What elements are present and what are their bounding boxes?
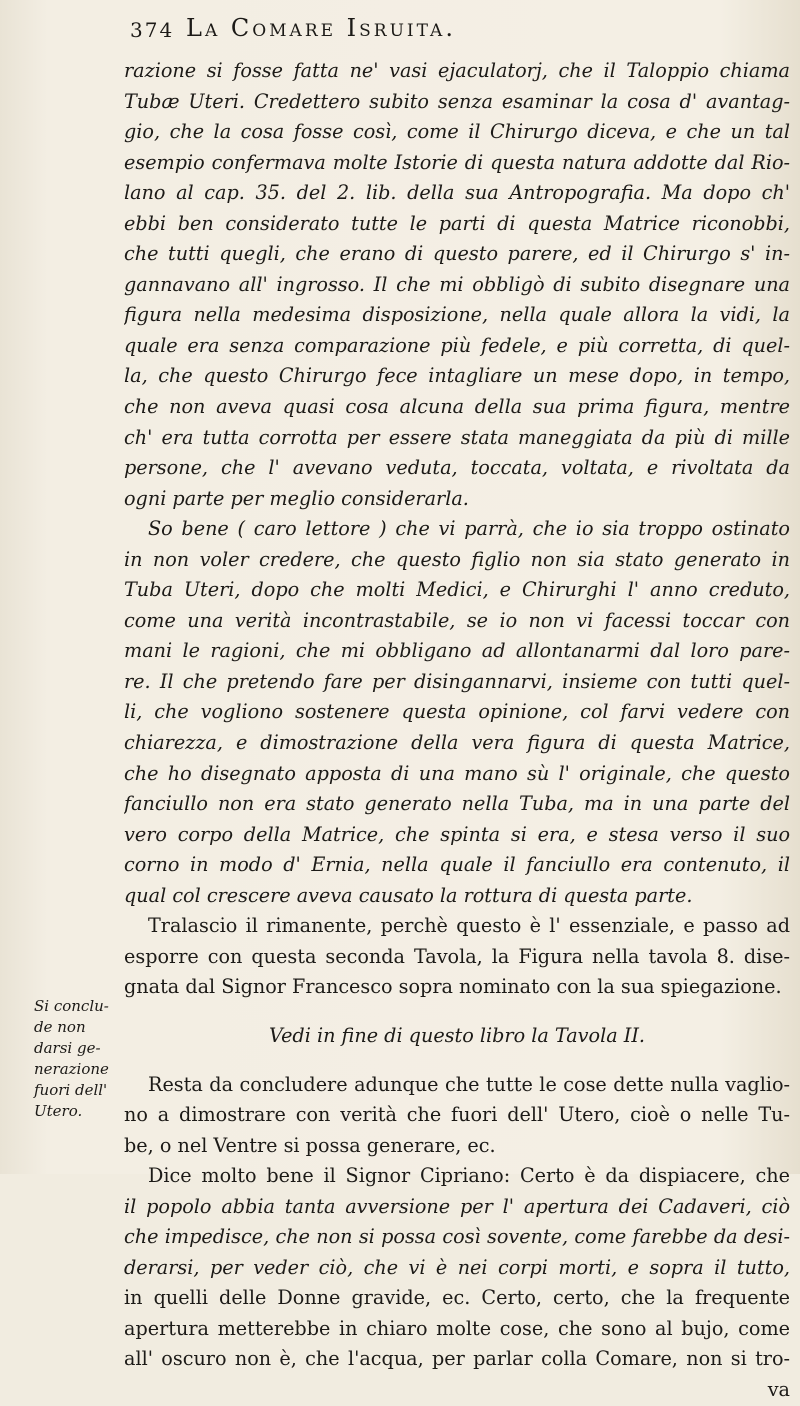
text-line: esporre con questa seconda Tavola, la Figura nella tavola 8. dise- [124, 944, 790, 968]
text-line: che ho disegnato apposta di una mano sù l' originale, che questo [124, 761, 790, 785]
text-line: vero corpo della Matrice, che spinta si era, e stesa verso il suo [124, 822, 790, 846]
marginal-line: Utero. [34, 1102, 83, 1120]
paragraph-2 [124, 514, 790, 911]
marginal-line: Si conclu- [34, 997, 109, 1015]
text-line: razione si fosse fatta ne' vasi ejaculatorj, che il Taloppio chiama [124, 59, 790, 82]
text-line: fanciullo non era stato generato nella Tuba, ma in una parte del [124, 792, 790, 816]
text-line: in non voler credere, che questo figlio non sia stato generato in [124, 547, 790, 571]
paragraph-4 [124, 1070, 790, 1162]
text-line: So bene ( caro lettore ) che vi parrà, che io sia troppo ostinato [148, 517, 790, 541]
body-text [124, 56, 790, 1406]
marginal-line: de non [34, 1018, 86, 1036]
text-line: qual col crescere aveva causato la rottura di questa parte. [124, 883, 693, 907]
text-line: figura nella medesima disposizione, nella quale allora la vidi, la [124, 303, 790, 327]
text-line: Tralascio il rimanente, perchè questo è l' essenziale, e passo ad [148, 914, 790, 938]
page-header [130, 14, 790, 48]
paragraph-3 [124, 911, 790, 1003]
text-line: il popolo abbia tanta avversione per l' apertura dei Cadaveri, ciò [124, 1194, 790, 1218]
text-line: lano al cap. 35. del 2. lib. della sua Antropografia. Ma dopo ch' [124, 181, 790, 205]
text-line: ebbi ben considerato tutte le parti di questa Matrice riconobbi, [124, 211, 790, 235]
text-line: chiarezza, e dimostrazione della vera figura di questa Matrice, [124, 731, 790, 755]
text-line: gannavano all' ingrosso. Il che mi obbligò di subito disegnare una [124, 272, 790, 296]
text-line: Tuba Uteri, dopo che molti Medici, e Chirurghi l' anno creduto, [124, 578, 790, 602]
text-line: in quelli delle Donne gravide, ec. Certo, certo, che la frequente [124, 1286, 790, 1310]
text-line: gnata dal Signor Francesco sopra nominato con la sua spiegazione. [124, 975, 782, 999]
paragraph-5 [124, 1161, 790, 1405]
text-line: derarsi, per veder ciò, che vi è nei corpi morti, e sopra il tutto, [124, 1255, 790, 1279]
running-title: La Comare Isruita. [186, 14, 456, 42]
text-line: come una verità incontrastabile, se io non vi facessi toccar con [124, 608, 790, 632]
text-line: gio, che la cosa fosse così, come il Chirurgo diceva, e che un tal [124, 120, 790, 144]
text-line: Resta da concludere adunque che tutte le cose dette nulla vaglio- [148, 1072, 790, 1096]
text-line: persone, che l' avevano veduta, toccata, voltata, e rivoltata da [124, 456, 790, 480]
text-line: che impedisce, che non si possa così sovente, come farebbe da desi- [124, 1225, 790, 1249]
text-line: all' oscuro non è, che l'acqua, per parlar colla Comare, non si tro- [124, 1347, 790, 1371]
spacer [124, 1003, 790, 1021]
text-line: Dice molto bene il Signor Cipriano: Certo è da dispiacere, che [148, 1164, 790, 1188]
text-line: Vedi in fine di questo libro la Tavola II. [268, 1023, 646, 1047]
text-line: quale era senza comparazione più fedele, e più corretta, di quel- [124, 333, 790, 357]
marginal-note [34, 996, 124, 1122]
text-line: re. Il che pretendo fare per disingannarvi, insieme con tutti quel- [124, 669, 790, 693]
paragraph-1 [124, 56, 790, 514]
text-line: Tubæ Uteri. Credettero subito senza esaminar la cosa d' avantag- [124, 89, 790, 113]
text-line: esempio confermava molte Istorie di questa natura addotte dal Rio- [124, 150, 790, 174]
page-number: 374 [130, 18, 175, 42]
text-line: no a dimostrare con verità che fuori dell' Utero, cioè o nelle Tu- [124, 1103, 790, 1127]
text-line: be, o nel Ventre si possa generare, ec. [124, 1133, 496, 1157]
text-line: corno in modo d' Ernia, nella quale il fanciullo era contenuto, il [124, 853, 790, 877]
text-line: va [767, 1377, 790, 1401]
marginal-line: fuori dell' [34, 1081, 108, 1099]
text-line: mani le ragioni, che mi obbligano ad allontanarmi dal loro pare- [124, 639, 790, 663]
marginal-line: nerazione [34, 1060, 109, 1078]
text-line: ogni parte per meglio considerarla. [124, 486, 469, 510]
text-line: apertura metterebbe in chiaro molte cose, che sono al bujo, come [124, 1316, 790, 1340]
spacer [124, 1052, 790, 1070]
text-line: la, che questo Chirurgo fece intagliare un mese dopo, in tempo, [124, 364, 790, 388]
text-line: che non aveva quasi cosa alcuna della sua prima figura, mentre [124, 395, 790, 419]
marginal-line: darsi ge- [34, 1039, 101, 1057]
text-line: ch' era tutta corrotta per essere stata maneggiata da più di mille [124, 425, 790, 449]
text-line: che tutti quegli, che erano di questo parere, ed il Chirurgo s' in- [124, 242, 790, 266]
table-reference [124, 1021, 790, 1052]
text-line: li, che vogliono sostenere questa opinione, col farvi vedere con [124, 700, 790, 724]
